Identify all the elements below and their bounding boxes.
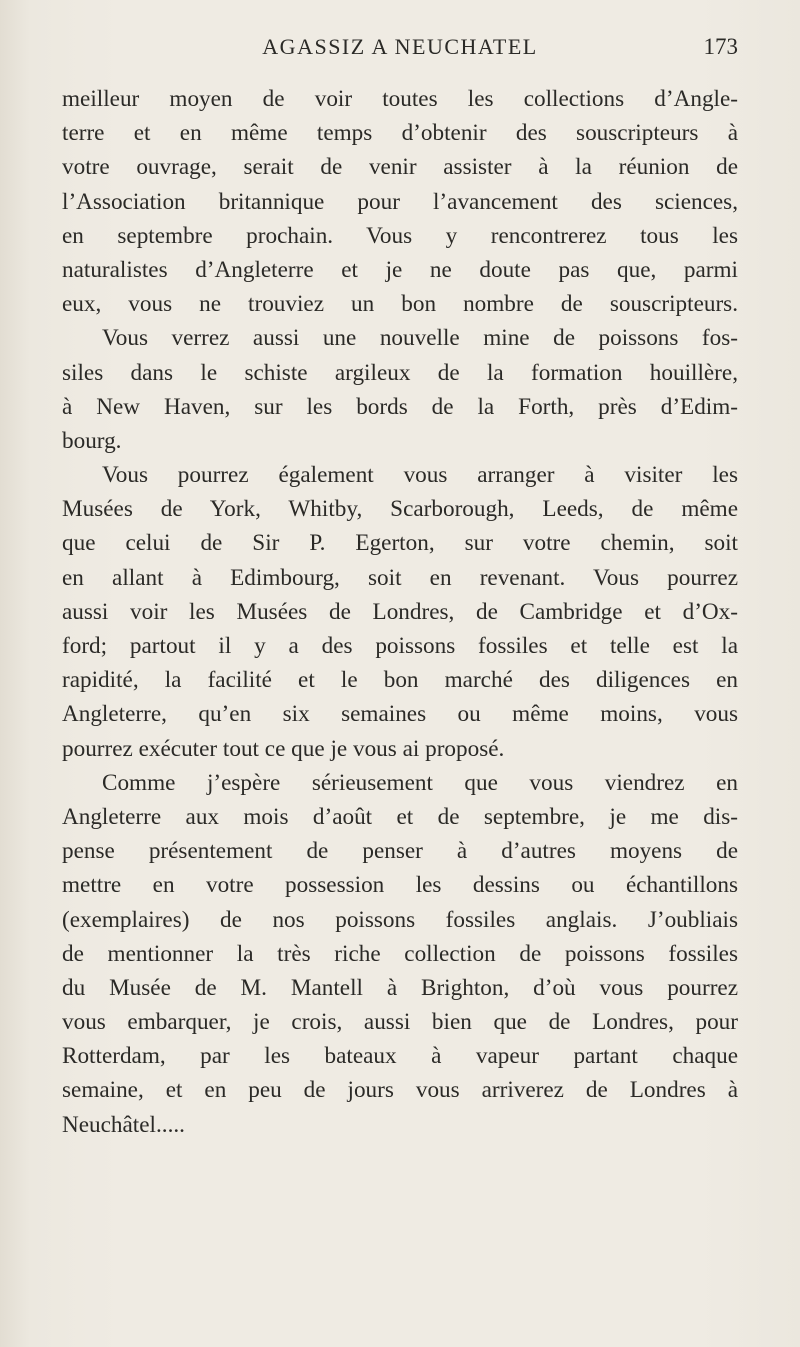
text-line: eux, vous ne trouviez un bon nombre de souscripteurs. <box>62 291 738 318</box>
text-line: mettre en votre possession les dessins ou échantillons <box>62 872 738 899</box>
text-line: Musées de York, Whitby, Scarborough, Leeds, de même <box>62 496 738 523</box>
text-line: votre ouvrage, serait de venir assister à la réunion de <box>62 154 738 181</box>
text-line: terre et en même temps d’obtenir des souscripteurs à <box>62 120 738 147</box>
text-line: (exemplaires) de nos poissons fossiles anglais. J’oubliais <box>62 906 738 933</box>
text-line: Vous verrez aussi une nouvelle mine de poissons fos- <box>102 325 738 352</box>
text-line: l’Association britannique pour l’avancement des sciences, <box>62 188 738 215</box>
text-line: Neuchâtel..... <box>62 1111 185 1138</box>
running-head <box>62 34 738 70</box>
text-line: naturalistes d’Angleterre et je ne doute pas que, parmi <box>62 256 738 283</box>
running-title: AGASSIZ A NEUCHATEL <box>262 34 538 59</box>
text-line: Vous pourrez également vous arranger à visiter les <box>102 462 738 489</box>
text-line: Angleterre, qu’en six semaines ou même moins, vous <box>62 701 738 728</box>
text-line: Angleterre aux mois d’août et de septembre, je me dis- <box>62 803 738 830</box>
body-text <box>62 82 738 1142</box>
text-line: de mentionner la très riche collection de poissons fossiles <box>62 940 738 967</box>
text-line: Rotterdam, par les bateaux à vapeur partant chaque <box>62 1043 738 1070</box>
text-line: Comme j’espère sérieusement que vous viendrez en <box>102 769 738 796</box>
text-line: vous embarquer, je crois, aussi bien que de Londres, pour <box>62 1009 738 1036</box>
text-line: siles dans le schiste argileux de la formation houillère, <box>62 359 738 386</box>
text-line: rapidité, la facilité et le bon marché des diligences en <box>62 667 738 694</box>
text-line: pourrez exécuter tout ce que je vous ai proposé. <box>62 735 505 762</box>
text-line: ford; partout il y a des poissons fossiles et telle est la <box>62 633 738 659</box>
text-line: semaine, et en peu de jours vous arriverez de Londres à <box>62 1077 738 1104</box>
text-line: en allant à Edimbourg, soit en revenant. Vous pourrez <box>62 564 738 591</box>
text-line: du Musée de M. Mantell à Brighton, d’où vous pourrez <box>62 974 738 1001</box>
text-line: à New Haven, sur les bords de la Forth, près d’Edim- <box>62 393 738 420</box>
page-number: 173 <box>703 34 738 59</box>
text-line: bourg. <box>62 427 122 454</box>
text-line: aussi voir les Musées de Londres, de Cambridge et d’Ox- <box>62 598 738 625</box>
text-line: pense présentement de penser à d’autres moyens de <box>62 838 738 865</box>
text-line: en septembre prochain. Vous y rencontrerez tous les <box>62 222 738 249</box>
text-line: meilleur moyen de voir toutes les collections d’Angle- <box>62 86 738 112</box>
text-line: que celui de Sir P. Egerton, sur votre chemin, soit <box>62 530 738 557</box>
